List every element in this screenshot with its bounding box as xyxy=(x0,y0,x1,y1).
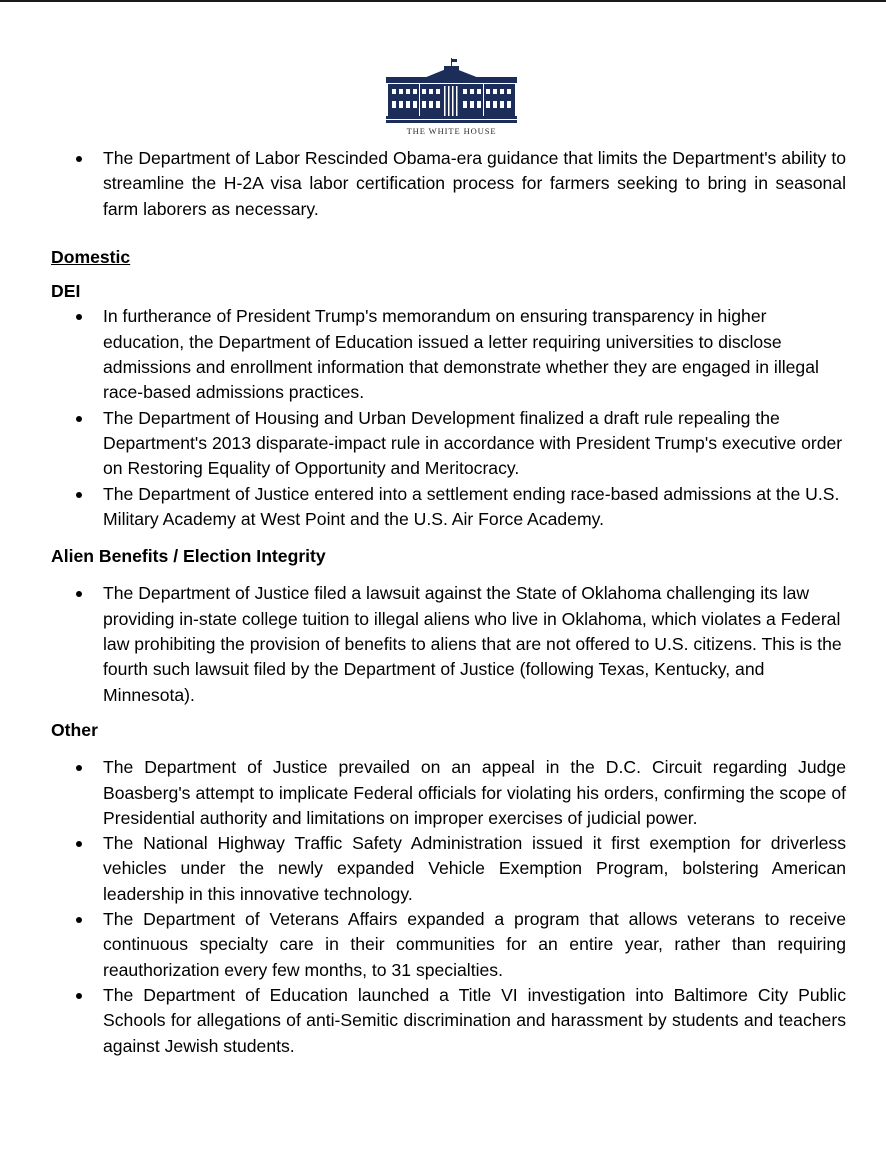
bullet-icon xyxy=(76,841,82,847)
bullet-icon xyxy=(76,492,82,498)
bullet-icon xyxy=(76,993,82,999)
list-item xyxy=(51,482,846,533)
intro-list xyxy=(51,146,846,222)
bullet-icon xyxy=(76,765,82,771)
bullet-icon xyxy=(76,156,82,162)
alien-list xyxy=(51,581,846,707)
list-item xyxy=(51,907,846,983)
bullet-icon xyxy=(76,314,82,320)
white-house-logo-icon xyxy=(386,58,517,136)
subheading-alien-benefits: Alien Benefits / Election Integrity xyxy=(51,546,326,567)
list-item xyxy=(51,831,846,907)
page-top-border xyxy=(0,0,886,2)
list-item xyxy=(51,581,846,707)
list-item-text: The Department of Veterans Affairs expanded a program that allows veterans to receive continuous specialty care in their communities for an entire year, rather than requiring reauthorization every few months, to 31 specialties. xyxy=(103,909,846,980)
other-list xyxy=(51,755,846,1059)
dei-list xyxy=(51,304,846,532)
list-item-text: In furtherance of President Trump's memorandum on ensuring transparency in higher education, the Department of Education issued a letter requiring universities to disclose admissions and enrollment information that demonstrate whether they are engaged in illegal race-based admissions practices. xyxy=(103,306,819,403)
subheading-other: Other xyxy=(51,719,98,740)
list-item-text: The National Highway Traffic Safety Administration issued it first exemption for driverless vehicles under the newly expanded Vehicle Exemption Program, bolstering American leadership in this innovative technology. xyxy=(103,833,846,904)
list-item xyxy=(51,304,846,405)
list-item-text: The Department of Housing and Urban Development finalized a draft rule repealing the Department's 2013 disparate-impact rule in accordance with President Trump's executive order on Restoring Equality of Opportunity and Meritocracy. xyxy=(103,407,843,479)
bullet-icon xyxy=(76,416,82,422)
list-item-text: The Department of Justice entered into a settlement ending race-based admissions at the U.S. Military Academy at West Point and the U.S. Air Force Academy. xyxy=(103,483,840,529)
list-item xyxy=(51,983,846,1059)
document-body xyxy=(51,146,846,1059)
list-item xyxy=(51,406,846,482)
list-item-text: The Department of Justice filed a lawsuit against the State of Oklahoma challenging its law providing in-state college tuition to illegal aliens who live in Oklahoma, which violates a Federal law prohibiting the provision of benefits to aliens that are not offered to U.S. citizens. This is the fourth such lawsuit filed by the Department of Justice (following Texas, Kentucky, and Minnesota). xyxy=(103,583,842,705)
bullet-icon xyxy=(76,591,82,597)
list-item-text: The Department of Justice prevailed on an appeal in the D.C. Circuit regarding Judge Boasberg's attempt to implicate Federal officials for violating his orders, confirming the scope of Presidential authority and limitations on improper exercises of judicial power. xyxy=(103,757,846,828)
logo-caption: THE WHITE HOUSE xyxy=(406,126,497,136)
subheading-dei: DEI xyxy=(51,281,81,302)
section-heading-domestic: Domestic xyxy=(51,246,131,267)
list-item xyxy=(51,146,846,222)
bullet-icon xyxy=(76,917,82,923)
list-item-text: The Department of Education launched a Title VI investigation into Baltimore City Public Schools for allegations of anti-Semitic discrimination and harassment by students and teachers against Jewish students. xyxy=(103,984,846,1056)
list-item xyxy=(51,755,846,831)
list-item-text: The Department of Labor Rescinded Obama-era guidance that limits the Department's ability to streamline the H-2A visa labor certification process for farmers seeking to bring in seasonal farm laborers as necessary. xyxy=(103,148,846,219)
